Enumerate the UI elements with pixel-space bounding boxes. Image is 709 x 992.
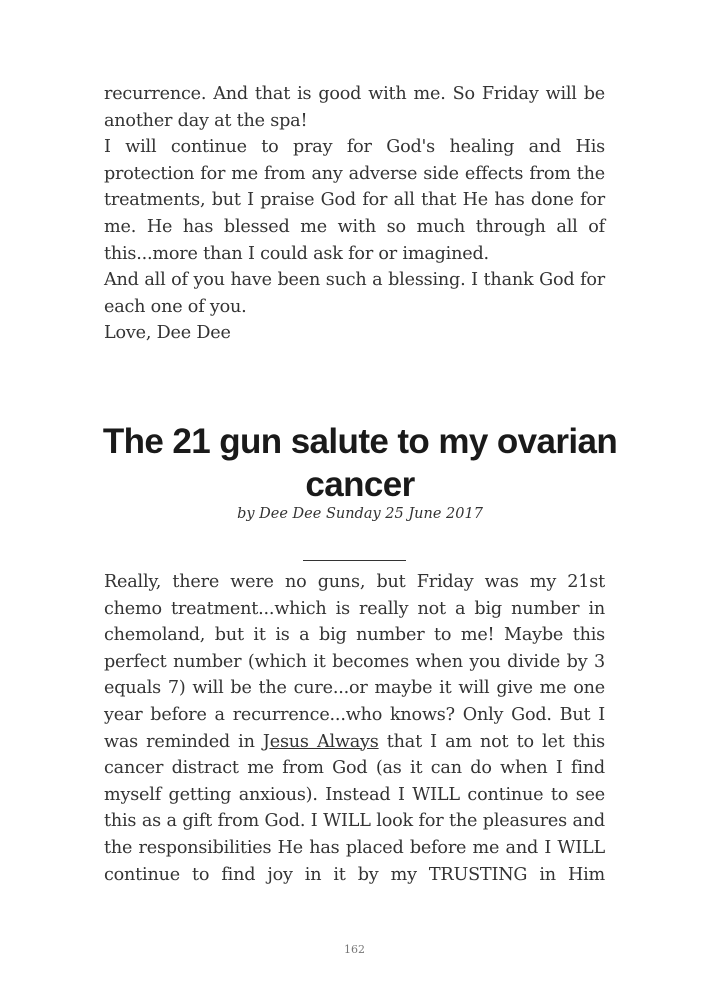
page-number: 162	[344, 943, 365, 956]
paragraph-blessing: And all of you have been such a blessing. I thank God for each one of you.	[104, 270, 605, 317]
article-paragraph	[104, 569, 605, 888]
jesus-always-link[interactable]: Jesus Always	[262, 731, 379, 752]
article-text-after-link: that I am not to let this cancer distract me from God (as it can do when I find myself getting anxious). Instead I WILL continue to see this as a gift from God. I WILL look for the pleasures and the responsibilities He has placed before me and I WILL continue to find joy in it by my TRUSTING in Him	[104, 731, 606, 885]
paragraph-recurrence: recurrence. And that is good with me. So Friday will be another day at the spa!	[104, 84, 605, 131]
article-text-before-link: Really, there were no guns, but Friday was my 21st chemo treatment...which is really not a big number in chemoland, but it is a big number to me! Maybe this perfect number (which it becomes when you divide by 3 equals 7) will be the cure...or maybe it will give me one year before a recurrence...who knows? Only God. But I was reminded in	[104, 572, 605, 752]
previous-entry-ending	[104, 81, 605, 347]
paragraph-signoff: Love, Dee Dee	[104, 323, 231, 344]
article-body	[104, 569, 605, 888]
article-byline: by Dee Dee Sunday 25 June 2017	[237, 506, 483, 522]
title-divider	[303, 560, 406, 561]
article-title: The 21 gun salute to my ovarian cancer	[102, 422, 618, 504]
paragraph-prayer: I will continue to pray for God's healing and His protection for me from any adverse side effects from the treatments, but I praise God for all that He has done for me. He has blessed me with so much through all of this...more than I could ask for or imagined.	[104, 137, 605, 264]
